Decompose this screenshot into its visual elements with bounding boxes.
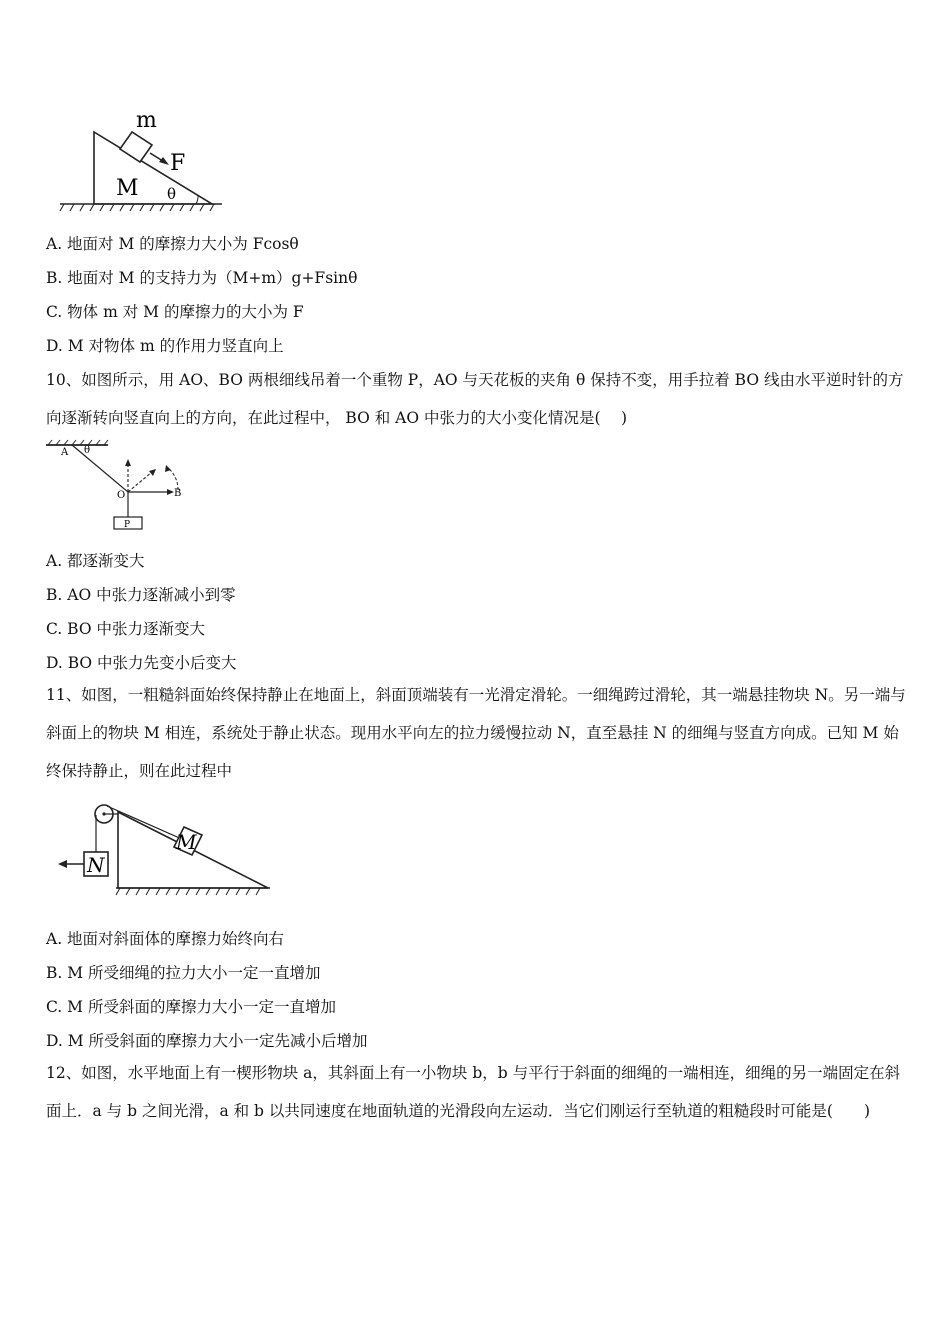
force-f-label: F xyxy=(170,151,186,176)
angle-theta-label: θ xyxy=(167,185,177,203)
q11-option-d: D. M 所受斜面的摩擦力大小一定先减小后增加 xyxy=(46,1032,368,1050)
q10-option-b: B. AO 中张力逐渐减小到零 xyxy=(46,586,236,604)
q11-option-a: A. 地面对斜面体的摩擦力始终向右 xyxy=(46,930,285,948)
point-b-label: B xyxy=(174,488,182,499)
q12-stem: 12、如图，水平地面上有一楔形物块 a，其斜面上有一小物块 b，b 与平行于斜面的细绳的一端相连，细绳的另一端固定在斜面上．a 与 b 之间光滑，a 和 b 以共同速度在地面轨道的光滑段向左运动．当它们刚运行至轨道的粗糙段时可能是( ) xyxy=(46,1064,901,1120)
q10-stem: 10、如图所示，用 AO、BO 两根细线吊着一个重物 P，AO 与天花板的夹角 θ 保持不变，用手拉着 BO 线由水平逆时针的方向逐渐转向竖直向上的方向，在此过程中， BO 和 AO 中张力的大小变化情况是( ) xyxy=(46,371,904,427)
incline-figure xyxy=(56,105,226,220)
mass-big-m-label: M xyxy=(116,176,139,201)
pulley-figure xyxy=(56,798,276,902)
incline-diagram xyxy=(56,105,226,220)
weight-p-label: P xyxy=(124,520,131,530)
point-a-label: A xyxy=(61,447,69,458)
point-o-label: O xyxy=(117,490,126,501)
angle-theta-label-2: θ xyxy=(84,445,91,456)
pulley-diagram xyxy=(56,798,276,902)
q11-stem: 11、如图，一粗糙斜面始终保持静止在地面上，斜面顶端装有一光滑定滑轮。一细绳跨过滑轮，其一端悬挂物块 N。另一端与斜面上的物块 M 相连，系统处于静止状态。现用水平向左的拉力缓慢拉动 N，直至悬挂 N 的细绳与竖直方向成。已知 M 始终保持静止，则在此过程中 xyxy=(46,686,906,780)
block-m-label: M xyxy=(176,830,197,854)
q9-option-a: A. 地面对 M 的摩擦力大小为 Fcosθ xyxy=(46,235,299,253)
q10-option-c: C. BO 中张力逐渐变大 xyxy=(46,620,205,638)
rope-figure xyxy=(44,438,194,533)
rope-diagram xyxy=(44,438,194,533)
q9-option-c: C. 物体 m 对 M 的摩擦力的大小为 F xyxy=(46,303,304,321)
q10-option-d: D. BO 中张力先变小后变大 xyxy=(46,654,237,672)
q9-option-d: D. M 对物体 m 的作用力竖直向上 xyxy=(46,337,284,355)
q11-option-c: C. M 所受斜面的摩擦力大小一定一直增加 xyxy=(46,998,336,1016)
q10-option-a: A. 都逐渐变大 xyxy=(46,552,145,570)
mass-m-label: m xyxy=(136,108,157,133)
block-n-label: N xyxy=(87,853,105,877)
q9-option-b: B. 地面对 M 的支持力为（M+m）g+Fsinθ xyxy=(46,269,358,287)
q11-option-b: B. M 所受细绳的拉力大小一定一直增加 xyxy=(46,964,321,982)
